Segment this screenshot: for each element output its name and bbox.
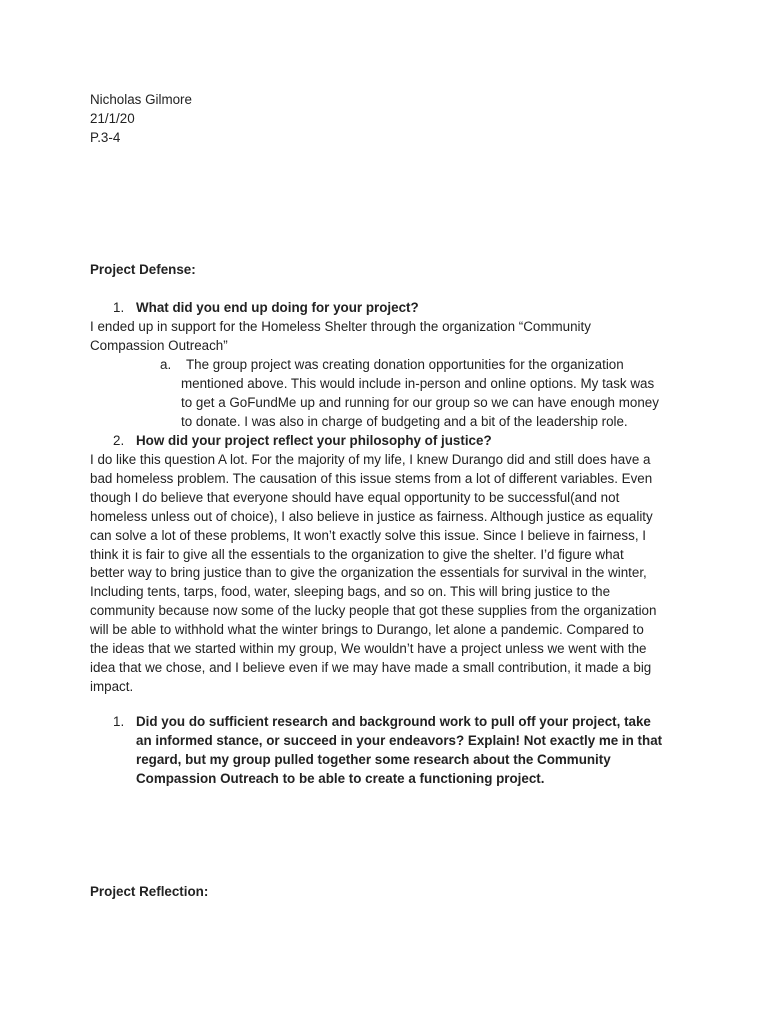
q1-sub-text (181, 356, 701, 432)
q2-answer-line: community because now some of the lucky people that got these supplies from the organization (90, 603, 657, 619)
q2-answer-line: the ideas that we started within my group, We wouldn’t have a project unless we went with the (90, 641, 647, 657)
q3-text (136, 713, 696, 789)
q2-answer-line: will be able to withhold what the winter brings to Durango, let alone a pandemic. Compared to (90, 622, 644, 638)
q2-answer-line: can solve a lot of these problems, It won’t exactly solve this issue. Since I believe in fairness, I (90, 527, 646, 543)
q3-number: 1. (113, 714, 125, 729)
q1-number: 1. (113, 300, 125, 315)
defense-heading: Project Defense: (90, 262, 196, 277)
q2-answer-line: better way to bring justice than to give the organization the essentials for survival in the winter, (90, 565, 647, 581)
q1-answer (90, 318, 690, 356)
header-block (90, 91, 690, 148)
q2-answer-line: idea that we chose, and I believe even if we may have made a small contribution, it made a big (90, 659, 652, 675)
q2-question: How did your project reflect your philosophy of justice? (136, 433, 492, 448)
q1-sub-line: to get a GoFundMe up and running for our group so we can have enough money (181, 394, 659, 410)
q1-answer-line: Compassion Outreach” (90, 337, 228, 353)
q2-answer-line: I do like this question A lot. For the majority of my life, I knew Durango did and still does have a (90, 452, 651, 467)
q1-sub-line: to donate. I was also in charge of budgeting and a bit of the leadership role. (181, 413, 628, 429)
class-period: P.3-4 (90, 129, 121, 145)
document-date: 21/1/20 (90, 110, 135, 126)
q1-answer-line: I ended up in support for the Homeless Shelter through the organization “Community (90, 319, 591, 334)
q2-answer-line: though I do believe that everyone should have equal opportunity to be successful(and not (90, 489, 620, 505)
q3-line: regard, but my group pulled together some research about the Community (136, 751, 611, 767)
q1-question: What did you end up doing for your project? (136, 300, 419, 315)
q1-sub-line: mentioned above. This would include in-person and online options. My task was (181, 375, 655, 391)
author-name: Nicholas Gilmore (90, 92, 192, 107)
q2-answer-line: think it is fair to give all the essentials to the organization to give the shelter. I’d figure what (90, 546, 624, 562)
q1-sub-marker: a. (160, 357, 172, 372)
q2-answer (90, 451, 690, 697)
q2-answer-line: homeless unless out of choice), I also believe in justice as fairness. Although justice as equality (90, 508, 653, 524)
q2-answer-line: bad homeless problem. The causation of this issue stems from a lot of different variables. Even (90, 470, 653, 486)
q3-line: Compassion Outreach to be able to create a functioning project. (136, 770, 545, 786)
reflection-heading: Project Reflection: (90, 884, 209, 899)
q2-answer-line: Including tents, tarps, food, water, sleeping bags, and so on. This will bring justice to the (90, 584, 611, 600)
q2-number: 2. (113, 433, 125, 448)
q3-line: Did you do sufficient research and background work to pull off your project, take (136, 714, 651, 729)
q3-line: an informed stance, or succeed in your endeavors? Explain! Not exactly me in that (136, 732, 663, 748)
q1-sub-line: The group project was creating donation opportunities for the organization (186, 357, 624, 372)
q2-answer-line: impact. (90, 678, 134, 694)
